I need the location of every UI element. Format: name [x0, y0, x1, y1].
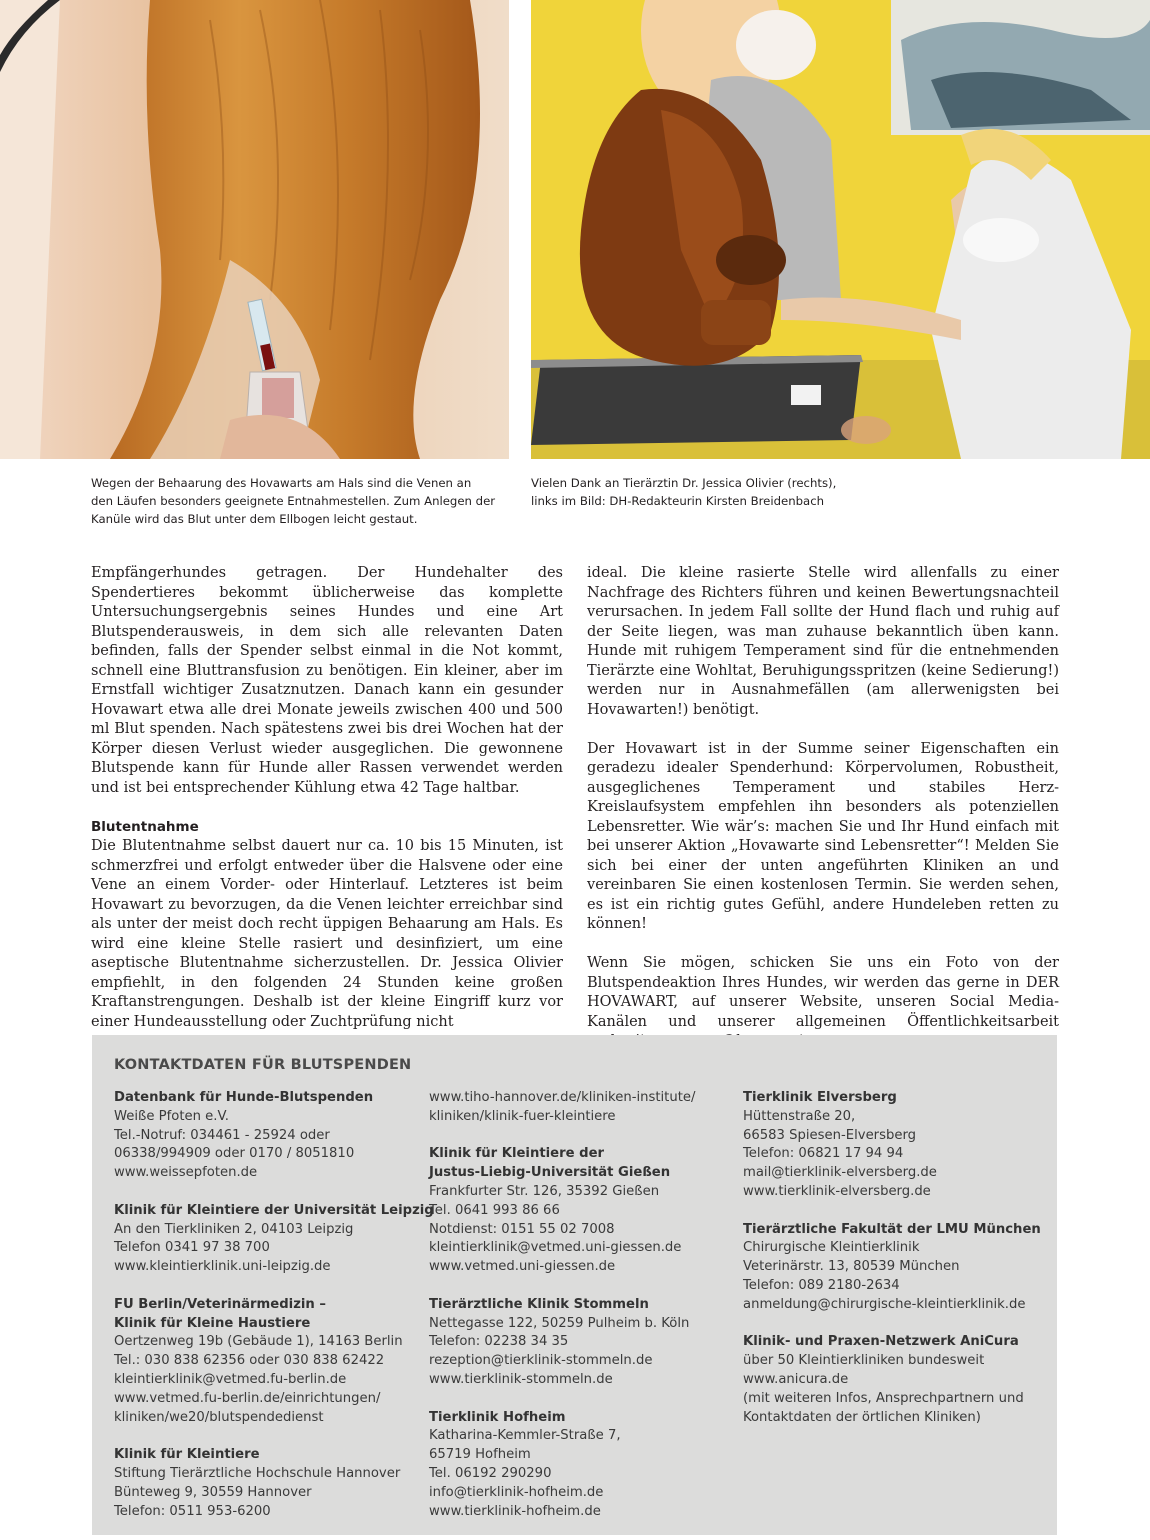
contact-box: [92, 1035, 1057, 1535]
closing-text: Wenn Sie mögen, schicken Sie uns ein Foto von der Blutspendeaktion Ihres Hundes, wir werden das gerne in DER HOVAWART, auf unserer Website, unseren Social Media-Kanälen und unserer allgemeinen Öffentlichkeitsarbeit: [587, 955, 1059, 1030]
caption-line: Kanüle wird das Blut unter dem Ellbogen leicht gestaut.: [91, 512, 418, 526]
contact-link[interactable]: www.tiho-hannover.de/kliniken-institute/: [429, 1090, 696, 1105]
contact-line: An den Tierkliniken 2, 04103 Leipzig: [114, 1221, 354, 1237]
caption-line: Vielen Dank an Tierärztin Dr. Jessica Olivier (rechts),: [531, 476, 837, 490]
contact-entry: [743, 1221, 1043, 1315]
photo-vet-room: [531, 0, 1150, 459]
contact-entry: [743, 1333, 1043, 1427]
article-column-right: [587, 564, 1059, 1052]
contact-line: Bünteweg 9, 30559 Hannover: [114, 1484, 312, 1500]
contact-line: Tel.-Notruf: 034461 - 25924 oder: [114, 1127, 330, 1143]
contact-name: Tierärztliche Klinik Stommeln: [429, 1296, 649, 1312]
contact-line: Chirurgische Kleintierklinik: [743, 1240, 920, 1256]
contact-link[interactable]: www.vetmed.fu-berlin.de/einrichtungen/: [114, 1390, 381, 1406]
contact-line: Telefon: 02238 34 35: [429, 1334, 569, 1350]
contact-line: Nettegasse 122, 50259 Pulheim b. Köln: [429, 1315, 690, 1331]
contact-line: Hüttenstraße 20,: [743, 1108, 856, 1124]
contact-entry: [114, 1446, 414, 1521]
contact-entry: [114, 1089, 414, 1183]
contact-link[interactable]: www.tierklinik-elversberg.de: [743, 1183, 931, 1199]
contact-entry: [114, 1202, 434, 1277]
contact-entry: [743, 1089, 1043, 1202]
contact-name: FU Berlin/Veterinärmedizin –: [114, 1296, 326, 1312]
contact-link[interactable]: kliniken/klinik-fuer-kleintiere: [429, 1108, 616, 1124]
caption-line: links im Bild: DH-Redakteurin Kirsten Breidenbach: [531, 494, 825, 508]
contact-name: Tierklinik Hofheim: [429, 1409, 566, 1425]
contact-column-3: [743, 1089, 1043, 1446]
contact-name: Klinik für Kleintiere: [114, 1447, 260, 1463]
caption-line: Wegen der Behaarung des Hovawarts am Hals sind die Venen an: [91, 476, 472, 490]
section-heading: Blutentnahme: [91, 818, 199, 835]
article-paragraph: Die Blutentnahme selbst dauert nur ca. 10 bis 15 Minuten, ist schmerzfrei und erfolgt entweder über die Halsvene oder eine Vene an einem Vorder- oder Hinterlauf. Letzteres ist beim Hovawart zu bevorzugen, da die Venen leichter erreichbar sind als unter der meist doch recht üppigen Behaarung am Hals. Es wird eine kleine Stelle rasiert und desinfiziert, um eine aseptische Blutentnahme sicherzustellen. Dr. Jessica Olivier empfiehlt, in den folgenden 24 Stunden keine großen Kraftanstrengungen. Deshalb ist der kleine Eingriff kurz vor einer Hundeausstellung oder Zuchtprüfung nicht: [91, 838, 563, 1030]
contact-name: Klinik für Kleine Haustiere: [114, 1315, 311, 1331]
contact-line: 65719 Hofheim: [429, 1447, 531, 1463]
caption-line: den Läufen besonders geeignete Entnahmestellen. Zum Anlegen der: [91, 494, 496, 508]
contact-name: Klinik für Kleintiere der: [429, 1146, 605, 1162]
contact-title: KONTAKTDATEN FÜR BLUTSPENDEN: [114, 1057, 412, 1073]
contact-column-1: [114, 1089, 434, 1540]
contact-link[interactable]: www.vetmed.uni-giessen.de: [429, 1259, 616, 1275]
contact-entry: [429, 1296, 729, 1390]
contact-line: Frankfurter Str. 126, 35392 Gießen: [429, 1183, 660, 1199]
contact-line: Telefon: 06821 17 94 94: [743, 1146, 904, 1162]
contact-line: über 50 Kleintierkliniken bundesweit: [743, 1353, 985, 1369]
contact-line: Veterinärstr. 13, 80539 München: [743, 1259, 960, 1275]
contact-link[interactable]: www.anicura.de: [743, 1371, 849, 1387]
article-column-left: [91, 564, 563, 1032]
contact-line: 06338/994909 oder 0170 / 8051810: [114, 1146, 355, 1162]
contact-entry: [429, 1089, 729, 1127]
photo-blood-draw: [0, 0, 509, 459]
contact-link[interactable]: www.weissepfoten.de: [114, 1165, 258, 1181]
contact-name: Tierklinik Elversberg: [743, 1090, 897, 1105]
vet-room-image: [531, 0, 1150, 459]
blood-draw-image: [0, 0, 509, 459]
contact-link[interactable]: kleintierklinik@vetmed.uni-giessen.de: [429, 1240, 682, 1256]
contact-line: Tel. 06192 290290: [429, 1465, 552, 1481]
contact-line: Tel. 0641 993 86 66: [429, 1202, 560, 1218]
caption-left: [91, 474, 511, 528]
contact-link[interactable]: info@tierklinik-hofheim.de: [429, 1484, 604, 1500]
article-paragraph: Empfängerhundes getragen. Der Hundehalter des Spendertieres bekommt üblicherweise das komplette Untersuchungsergebnis seines Hundes und eine Art Blutspenderausweis, in dem sich alle relevanten Daten befinden, falls der Spender selbst einmal in die Not kommt, schnell eine Bluttransfusion zu benötigen. Ein kleiner, aber im Ernstfall wichtiger Zusatznutzen. Danach kann ein gesunder Hovawart etwa alle drei Monate jeweils zwischen 400 und 500 ml Blut spenden. Nach spätestens zwei bis drei Wochen hat der Körper diesen Verlust wieder ausgeglichen. Die gewonnene Blutspende kann für Hunde aller Rassen verwendet werden und ist bei entsprechender Kühlung etwa 42 Tage haltbar.: [91, 565, 563, 796]
contact-link[interactable]: kleintierklinik@vetmed.fu-berlin.de: [114, 1371, 347, 1387]
contact-column-2: [429, 1089, 729, 1540]
caption-right: [531, 474, 861, 510]
contact-entry: [429, 1145, 729, 1277]
contact-line: Oertzenweg 19b (Gebäude 1), 14163 Berlin: [114, 1334, 403, 1350]
contact-line: Telefon: 0511 953-6200: [114, 1503, 271, 1519]
contact-link[interactable]: www.tierklinik-hofheim.de: [429, 1503, 601, 1519]
contact-link[interactable]: mail@tierklinik-elversberg.de: [743, 1165, 937, 1181]
contact-name: Klinik für Kleintiere der Universität Leipzig: [114, 1202, 434, 1218]
contact-line: (mit weiteren Infos, Ansprechpartnern und: [743, 1390, 1024, 1406]
article-paragraph: Der Hovawart ist in der Summe seiner Eigenschaften ein geradezu idealer Spenderhund: Körpervolumen, Robustheit, ausgeglichenes Temperament und stabiles Herz-Kreislaufsystem empfehlen ihn besonders als potenziellen Lebensretter. Wie wär’s: machen Sie und Ihr Hund einfach mit bei unserer Aktion „Hovawarte sind Lebensretter“! Melden Sie sich bei einer der unten angeführten Kliniken an und vereinbaren Sie einen kostenlosen Termin. Sie werden sehen, es ist ein richtig gutes Gefühl, andere Hundeleben retten zu können!: [587, 740, 1059, 932]
contact-line: Telefon: 089 2180-2634: [743, 1277, 900, 1293]
contact-line: 66583 Spiesen-Elversberg: [743, 1127, 917, 1143]
contact-link[interactable]: www.tierklinik-stommeln.de: [429, 1371, 613, 1387]
article-paragraph: ideal. Die kleine rasierte Stelle wird allenfalls zu einer Nachfrage des Richters führen und keinen Bewertungsnachteil verursachen. In jedem Fall sollte der Hund flach und ruhig auf der Seite liegen, was man zuhause bekanntlich üben kann. Hunde mit ruhigem Temperament sind für die entnehmenden Tierärzte eine Wohltat, Beruhigungsspritzen (keine Sedierung!) werden nur in Ausnahmefällen (am allerwenigsten bei Hovawarten!) benötigt.: [587, 565, 1059, 718]
contact-line: Tel.: 030 838 62356 oder 030 838 62422: [114, 1353, 385, 1369]
contact-line: Weiße Pfoten e.V.: [114, 1108, 229, 1124]
contact-link[interactable]: rezeption@tierklinik-stommeln.de: [429, 1353, 653, 1369]
contact-link[interactable]: anmeldung@chirurgische-kleintierklinik.de: [743, 1296, 1026, 1312]
contact-line: Katharina-Kemmler-Straße 7,: [429, 1428, 621, 1444]
contact-name: Justus-Liebig-Universität Gießen: [429, 1165, 671, 1181]
contact-entry: [429, 1409, 729, 1522]
contact-line: Kontaktdaten der örtlichen Kliniken): [743, 1409, 981, 1425]
contact-name: Datenbank für Hunde-Blutspenden: [114, 1090, 374, 1105]
contact-entry: [114, 1296, 414, 1428]
contact-line: Telefon 0341 97 38 700: [114, 1240, 270, 1256]
contact-line: Notdienst: 0151 55 02 7008: [429, 1221, 615, 1237]
contact-name: Tierärztliche Fakultät der LMU München: [743, 1221, 1041, 1237]
contact-name: Klinik- und Praxen-Netzwerk AniCura: [743, 1334, 1019, 1350]
contact-link[interactable]: www.kleintierklinik.uni-leipzig.de: [114, 1259, 331, 1275]
contact-line: Stiftung Tierärztliche Hochschule Hannover: [114, 1465, 401, 1481]
contact-link[interactable]: kliniken/we20/blutspendedienst: [114, 1409, 324, 1425]
